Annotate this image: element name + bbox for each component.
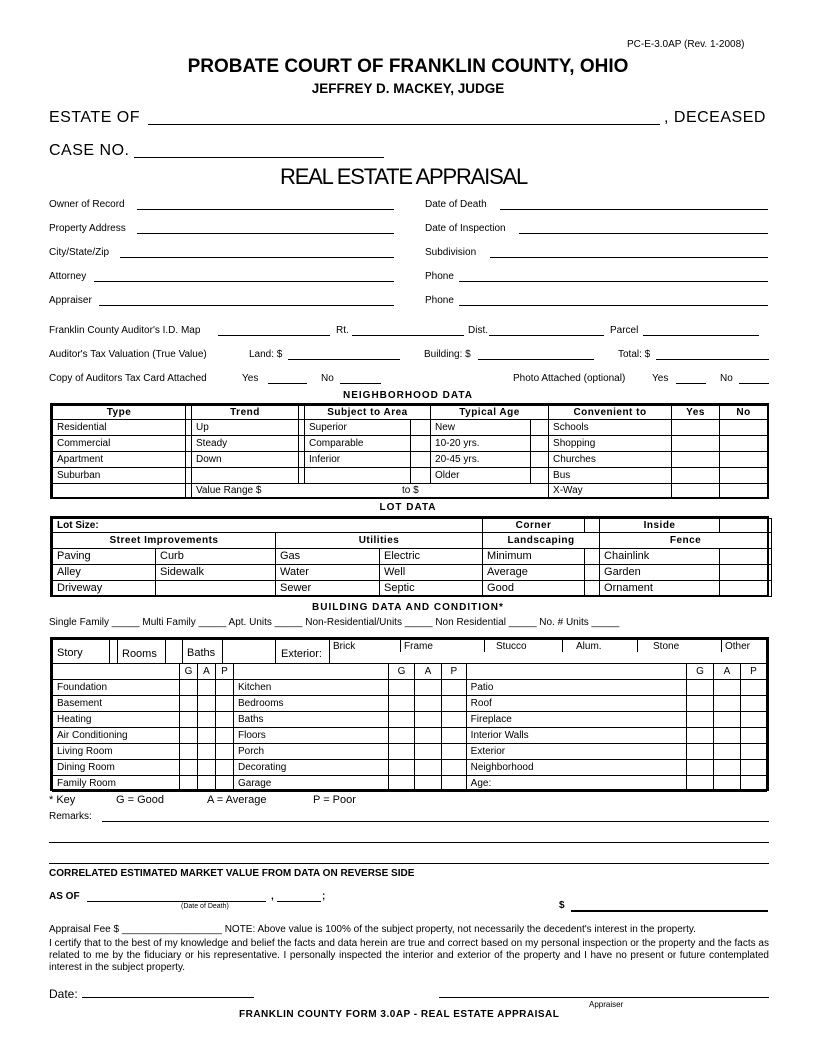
rating-cell[interactable] [216, 680, 234, 696]
rating-cell[interactable] [180, 696, 198, 712]
case-no-field[interactable] [134, 157, 384, 158]
rating-cell[interactable] [414, 776, 441, 792]
attorney-field[interactable] [94, 281, 394, 282]
lot-check[interactable] [720, 581, 772, 597]
lot-average: Average [483, 565, 585, 581]
rating-cell[interactable] [687, 776, 714, 792]
bldg-patio: Patio [466, 680, 686, 696]
nh-age-10-20: 10-20 yrs. [431, 436, 531, 452]
lot-sewer: Sewer [276, 581, 380, 597]
rating-cell[interactable] [441, 696, 466, 712]
nh-yes-cell[interactable] [672, 468, 720, 484]
nh-conv-schools: Schools [549, 420, 672, 436]
rooms-cell[interactable] [117, 640, 166, 664]
dist-label: Dist. [468, 325, 488, 336]
nh-header-convenient: Convenient to [549, 406, 672, 420]
bldg-air-conditioning: Air Conditioning [53, 728, 180, 744]
lot-check[interactable] [585, 549, 600, 565]
parcel-field[interactable] [643, 335, 759, 336]
rating-cell[interactable] [216, 712, 234, 728]
rating-cell[interactable] [687, 760, 714, 776]
landscaping-header: Landscaping [483, 533, 600, 549]
total-field[interactable] [656, 359, 769, 360]
rating-cell[interactable] [740, 728, 766, 744]
rating-cell[interactable] [740, 776, 766, 792]
rating-cell[interactable] [441, 712, 466, 728]
gap-g: G [180, 664, 198, 680]
rating-cell[interactable] [216, 728, 234, 744]
total-label: Total: $ [618, 349, 651, 360]
exterior-label: Exterior: [281, 648, 322, 660]
as-of-year-field[interactable] [277, 901, 321, 902]
value-range-label: Value Range $ [196, 484, 262, 496]
neighborhood-title: NEIGHBORHOOD DATA [343, 390, 473, 401]
rating-cell[interactable] [198, 696, 216, 712]
dist-field[interactable] [489, 335, 604, 336]
rating-cell[interactable] [441, 680, 466, 696]
nh-no-cell[interactable] [720, 420, 768, 436]
rating-cell[interactable] [740, 696, 766, 712]
bldg-age: Age: [466, 776, 686, 792]
rating-cell[interactable] [180, 680, 198, 696]
rating-cell[interactable] [714, 728, 741, 744]
nh-yes-cell[interactable] [672, 420, 720, 436]
building-label: Building: $ [424, 349, 471, 360]
appraiser-label: Appraiser [49, 295, 92, 306]
as-of-label: AS OF [49, 891, 80, 902]
rating-cell[interactable] [740, 680, 766, 696]
rating-cell[interactable] [687, 728, 714, 744]
tax-valuation-label: Auditor's Tax Valuation (True Value) [49, 349, 207, 360]
estate-name-field[interactable] [148, 124, 660, 125]
gap-a: A [714, 664, 741, 680]
rating-cell[interactable] [180, 712, 198, 728]
rating-cell[interactable] [216, 696, 234, 712]
story-label: Story [57, 647, 83, 659]
inside-label: Inside [600, 519, 720, 533]
tax-card-no-field[interactable] [340, 383, 381, 384]
photo-no-field[interactable] [739, 383, 769, 384]
nh-age-new: New [431, 420, 531, 436]
date-label: Date: [49, 987, 78, 1001]
nh-trend-steady: Steady [192, 436, 299, 452]
rating-cell[interactable] [389, 760, 415, 776]
baths-cell[interactable] [182, 640, 223, 664]
nh-header-trend: Trend [192, 406, 299, 420]
correlated-value-heading: CORRELATED ESTIMATED MARKET VALUE FROM DATA ON REVERSE SIDE [49, 868, 415, 879]
land-label: Land: $ [249, 349, 283, 360]
as-of-semicolon: ; [322, 891, 326, 902]
land-field[interactable] [288, 359, 400, 360]
value-range-to-label: to $ [402, 484, 419, 496]
remarks-label: Remarks: [49, 811, 92, 822]
attorney-label: Attorney [49, 271, 87, 282]
rating-cell[interactable] [740, 712, 766, 728]
lot-garden: Garden [600, 565, 720, 581]
appraisal-fee-note[interactable]: Appraisal Fee $ __________________ NOTE: Above value is 100% of the subject property, not necessarily the decedent's interest in the property. [49, 924, 696, 935]
date-of-inspection-label: Date of Inspection [425, 223, 506, 234]
nh-header-no: No [720, 406, 768, 420]
building-title: BUILDING DATA AND CONDITION* [312, 602, 504, 613]
material-stucco[interactable] [484, 640, 563, 652]
owner-field[interactable] [137, 209, 394, 210]
photo-label: Photo Attached (optional) [513, 373, 626, 384]
bldg-dining-room: Dining Room [53, 760, 180, 776]
rt-field[interactable] [352, 335, 464, 336]
appraiser-field[interactable] [99, 305, 394, 306]
lot-table [50, 516, 769, 597]
nh-type-suburban: Suburban [53, 468, 186, 484]
bldg-neighborhood: Neighborhood [466, 760, 686, 776]
material-other[interactable] [721, 640, 767, 652]
building-header-row [53, 640, 767, 664]
bldg-floors: Floors [233, 728, 388, 744]
date-of-inspection-field[interactable] [519, 233, 768, 234]
market-value-field[interactable] [571, 910, 768, 912]
building-field[interactable] [478, 359, 594, 360]
lot-curb: Curb [156, 549, 276, 565]
rating-cell[interactable] [687, 712, 714, 728]
auditor-map-label: Franklin County Auditor's I.D. Map [49, 325, 201, 336]
lot-minimum: Minimum [483, 549, 585, 565]
material-alum-label: Alum. [576, 641, 602, 652]
material-stucco-label: Stucco [496, 641, 527, 652]
bldg-heating: Heating [53, 712, 180, 728]
nh-no-cell[interactable] [720, 452, 768, 468]
phone-field-2[interactable] [459, 305, 768, 306]
judge-name: JEFFREY D. MACKEY, JUDGE [311, 81, 505, 96]
nh-conv-shopping: Shopping [549, 436, 672, 452]
tax-card-label: Copy of Auditors Tax Card Attached [49, 373, 207, 384]
rating-cell[interactable] [414, 712, 441, 728]
gap-p: P [441, 664, 466, 680]
rating-cell[interactable] [389, 680, 415, 696]
rating-cell[interactable] [198, 728, 216, 744]
lot-alley: Alley [53, 565, 156, 581]
rating-cell[interactable] [389, 776, 415, 792]
estate-of-label: ESTATE OF [49, 109, 141, 126]
nh-check[interactable] [531, 468, 549, 484]
bldg-baths: Baths [233, 712, 388, 728]
rating-cell[interactable] [389, 712, 415, 728]
material-frame-label: Frame [404, 641, 433, 652]
rating-cell[interactable] [180, 728, 198, 744]
corner-label: Corner [483, 519, 585, 533]
property-address-label: Property Address [49, 223, 126, 234]
as-of-comma: , [271, 891, 274, 902]
rating-cell[interactable] [441, 744, 466, 760]
nh-age-20-45: 20-45 yrs. [431, 452, 531, 468]
building-table [50, 637, 769, 791]
nh-subject-inferior: Inferior [305, 452, 411, 468]
nh-type-commercial: Commercial [53, 436, 186, 452]
deceased-label: , DECEASED [664, 109, 766, 126]
nh-header-subject: Subject to Area [305, 406, 431, 420]
key-average: A = Average [207, 794, 267, 806]
lot-check[interactable] [720, 549, 772, 565]
rating-cell[interactable] [414, 760, 441, 776]
lot-well: Well [380, 565, 483, 581]
rating-cell[interactable] [389, 728, 415, 744]
street-improvements-header: Street Improvements [53, 533, 276, 549]
fence-header: Fence [600, 533, 772, 549]
key-good: G = Good [116, 794, 165, 806]
rating-cell[interactable] [414, 696, 441, 712]
nh-header-type: Type [53, 406, 186, 420]
rating-cell[interactable] [216, 744, 234, 760]
tax-card-no-label: No [321, 373, 334, 384]
city-label: City/State/Zip [49, 247, 110, 258]
rating-cell[interactable] [441, 760, 466, 776]
photo-no-label: No [720, 373, 733, 384]
lot-driveway: Driveway [53, 581, 156, 597]
rating-cell[interactable] [180, 744, 198, 760]
nh-no-cell[interactable] [720, 436, 768, 452]
material-stone-label: Stone [653, 641, 680, 652]
bldg-decorating: Decorating [233, 760, 388, 776]
nh-check[interactable] [531, 420, 549, 436]
rt-label: Rt. [336, 325, 349, 336]
nh-yes-cell[interactable] [672, 484, 720, 498]
phone-label-1: Phone [425, 271, 454, 282]
nh-check[interactable] [411, 420, 431, 436]
rating-cell[interactable] [198, 744, 216, 760]
signature-date-field[interactable] [82, 997, 254, 998]
baths-label: Baths [187, 647, 216, 659]
photo-yes-field[interactable] [676, 383, 706, 384]
lot-electric: Electric [380, 549, 483, 565]
nh-check[interactable] [411, 452, 431, 468]
nh-conv-xway: X-Way [549, 484, 672, 498]
form-number: PC-E-3.0AP (Rev. 1-2008) [627, 39, 745, 50]
remarks-line-2[interactable] [49, 842, 769, 843]
remarks-line-3[interactable] [49, 863, 769, 864]
nh-header-age: Typical Age [431, 406, 549, 420]
lot-check[interactable] [585, 565, 600, 581]
rating-cell[interactable] [714, 744, 741, 760]
rating-cell[interactable] [740, 744, 766, 760]
gap-a: A [198, 664, 216, 680]
nh-subject-superior: Superior [305, 420, 411, 436]
utilities-header: Utilities [276, 533, 483, 549]
appraiser-caption: Appraiser [589, 1000, 624, 1009]
rating-cell[interactable] [216, 760, 234, 776]
rating-cell[interactable] [414, 744, 441, 760]
rating-cell[interactable] [441, 776, 466, 792]
rating-cell[interactable] [198, 712, 216, 728]
lot-check[interactable] [585, 581, 600, 597]
material-brick-label: Brick [333, 641, 356, 652]
bldg-foundation: Foundation [53, 680, 180, 696]
rating-cell[interactable] [714, 776, 741, 792]
nh-type-residential: Residential [53, 420, 186, 436]
gap-a: A [414, 664, 441, 680]
parcel-label: Parcel [610, 325, 639, 336]
bldg-basement: Basement [53, 696, 180, 712]
lot-ornament: Ornament [600, 581, 720, 597]
as-of-date-field[interactable] [87, 901, 266, 902]
nh-no-cell[interactable] [720, 468, 768, 484]
gap-g: G [389, 664, 415, 680]
gap-p: P [740, 664, 766, 680]
rating-cell[interactable] [714, 680, 741, 696]
nh-yes-cell[interactable] [672, 452, 720, 468]
corner-check[interactable] [585, 519, 600, 533]
bldg-exterior: Exterior [466, 744, 686, 760]
certification-text: I certify that to the best of my knowledge and belief the facts and data herein are true and correct based on my personal inspection or the property and the facts as related to me by the fiduciary or his representative. I personally inspected the interior and exterior of the property and I have no present or future contemplated interest in the subject property. [49, 938, 769, 973]
material-frame[interactable] [400, 640, 485, 652]
material-alum[interactable] [562, 640, 638, 652]
subdivision-label: Subdivision [425, 247, 477, 258]
court-title: PROBATE COURT OF FRANKLIN COUNTY, OHIO [187, 56, 629, 77]
nh-yes-cell[interactable] [672, 436, 720, 452]
bldg-fireplace: Fireplace [466, 712, 686, 728]
building-types-line[interactable]: Single Family _____ Multi Family _____ Apt. Units _____ Non-Residential/Units _____ Non Residential _____ No. # Units _____ [49, 617, 620, 628]
photo-yes-label: Yes [652, 373, 669, 384]
rating-cell[interactable] [687, 696, 714, 712]
bldg-bedrooms: Bedrooms [233, 696, 388, 712]
nh-conv-churches: Churches [549, 452, 672, 468]
rating-cell[interactable] [714, 712, 741, 728]
tax-card-yes-field[interactable] [268, 383, 307, 384]
tax-card-yes-label: Yes [242, 373, 259, 384]
lot-chainlink: Chainlink [600, 549, 720, 565]
rating-cell[interactable] [740, 760, 766, 776]
property-address-field[interactable] [137, 233, 394, 234]
phone-field-1[interactable] [459, 281, 768, 282]
rating-cell[interactable] [180, 760, 198, 776]
key-label: * Key [49, 794, 76, 806]
bldg-kitchen: Kitchen [233, 680, 388, 696]
rating-cell[interactable] [198, 680, 216, 696]
material-other-label: Other [725, 641, 751, 652]
lot-water: Water [276, 565, 380, 581]
rating-cell[interactable] [414, 728, 441, 744]
nh-age-older: Older [431, 468, 531, 484]
lot-size-label: Lot Size: [53, 519, 483, 533]
phone-label-2: Phone [425, 295, 454, 306]
case-no-label: CASE NO. [49, 142, 130, 159]
nh-check[interactable] [531, 436, 549, 452]
remarks-line-1[interactable] [102, 821, 769, 822]
gap-p: P [216, 664, 234, 680]
rating-cell[interactable] [198, 760, 216, 776]
lot-sidewalk: Sidewalk [156, 565, 276, 581]
bldg-living-room: Living Room [53, 744, 180, 760]
lot-good: Good [483, 581, 585, 597]
rating-cell[interactable] [414, 680, 441, 696]
neighborhood-table [50, 403, 769, 499]
form-footer: FRANKLIN COUNTY FORM 3.0AP - REAL ESTATE APPRAISAL [239, 1009, 560, 1020]
lot-title: LOT DATA [379, 502, 437, 513]
gap-g: G [687, 664, 714, 680]
date-of-death-label: Date of Death [425, 199, 487, 210]
value-dollar-sign: $ [559, 900, 565, 911]
rating-cell[interactable] [687, 744, 714, 760]
bldg-family-room: Family Room [53, 776, 180, 792]
rating-cell[interactable] [198, 776, 216, 792]
lot-paving: Paving [53, 549, 156, 565]
nh-conv-bus: Bus [549, 468, 672, 484]
nh-check[interactable] [411, 436, 431, 452]
nh-no-cell[interactable] [720, 484, 768, 498]
bldg-interior-walls: Interior Walls [466, 728, 686, 744]
nh-header-yes: Yes [672, 406, 720, 420]
rooms-label: Rooms [122, 648, 157, 660]
rating-cell[interactable] [216, 776, 234, 792]
form-title: REAL ESTATE APPRAISAL [280, 164, 528, 189]
lot-gas: Gas [276, 549, 380, 565]
rating-cell[interactable] [714, 760, 741, 776]
date-of-death-caption: (Date of Death) [181, 903, 229, 910]
date-of-death-field[interactable] [500, 209, 768, 210]
inside-check[interactable] [720, 519, 772, 533]
city-field[interactable] [120, 257, 394, 258]
rating-cell[interactable] [389, 696, 415, 712]
owner-label: Owner of Record [49, 199, 125, 210]
story-cell[interactable] [53, 640, 110, 664]
rating-cell[interactable] [389, 744, 415, 760]
nh-check[interactable] [531, 452, 549, 468]
lot-check[interactable] [720, 565, 772, 581]
rating-cell[interactable] [687, 680, 714, 696]
nh-value-range[interactable] [192, 484, 549, 498]
lot-septic: Septic [380, 581, 483, 597]
rating-cell[interactable] [180, 776, 198, 792]
appraiser-signature-field[interactable] [439, 997, 769, 998]
bldg-roof: Roof [466, 696, 686, 712]
rating-cell[interactable] [441, 728, 466, 744]
subdivision-field[interactable] [490, 257, 768, 258]
rating-cell[interactable] [714, 696, 741, 712]
material-brick[interactable] [329, 640, 401, 652]
key-poor: P = Poor [313, 794, 356, 806]
bldg-porch: Porch [233, 744, 388, 760]
nh-type-apartment: Apartment [53, 452, 186, 468]
bldg-garage: Garage [233, 776, 388, 792]
auditor-map-field[interactable] [218, 335, 330, 336]
material-stone[interactable] [637, 640, 722, 652]
nh-subject-comparable: Comparable [305, 436, 411, 452]
nh-trend-up: Up [192, 420, 299, 436]
nh-trend-down: Down [192, 452, 299, 468]
